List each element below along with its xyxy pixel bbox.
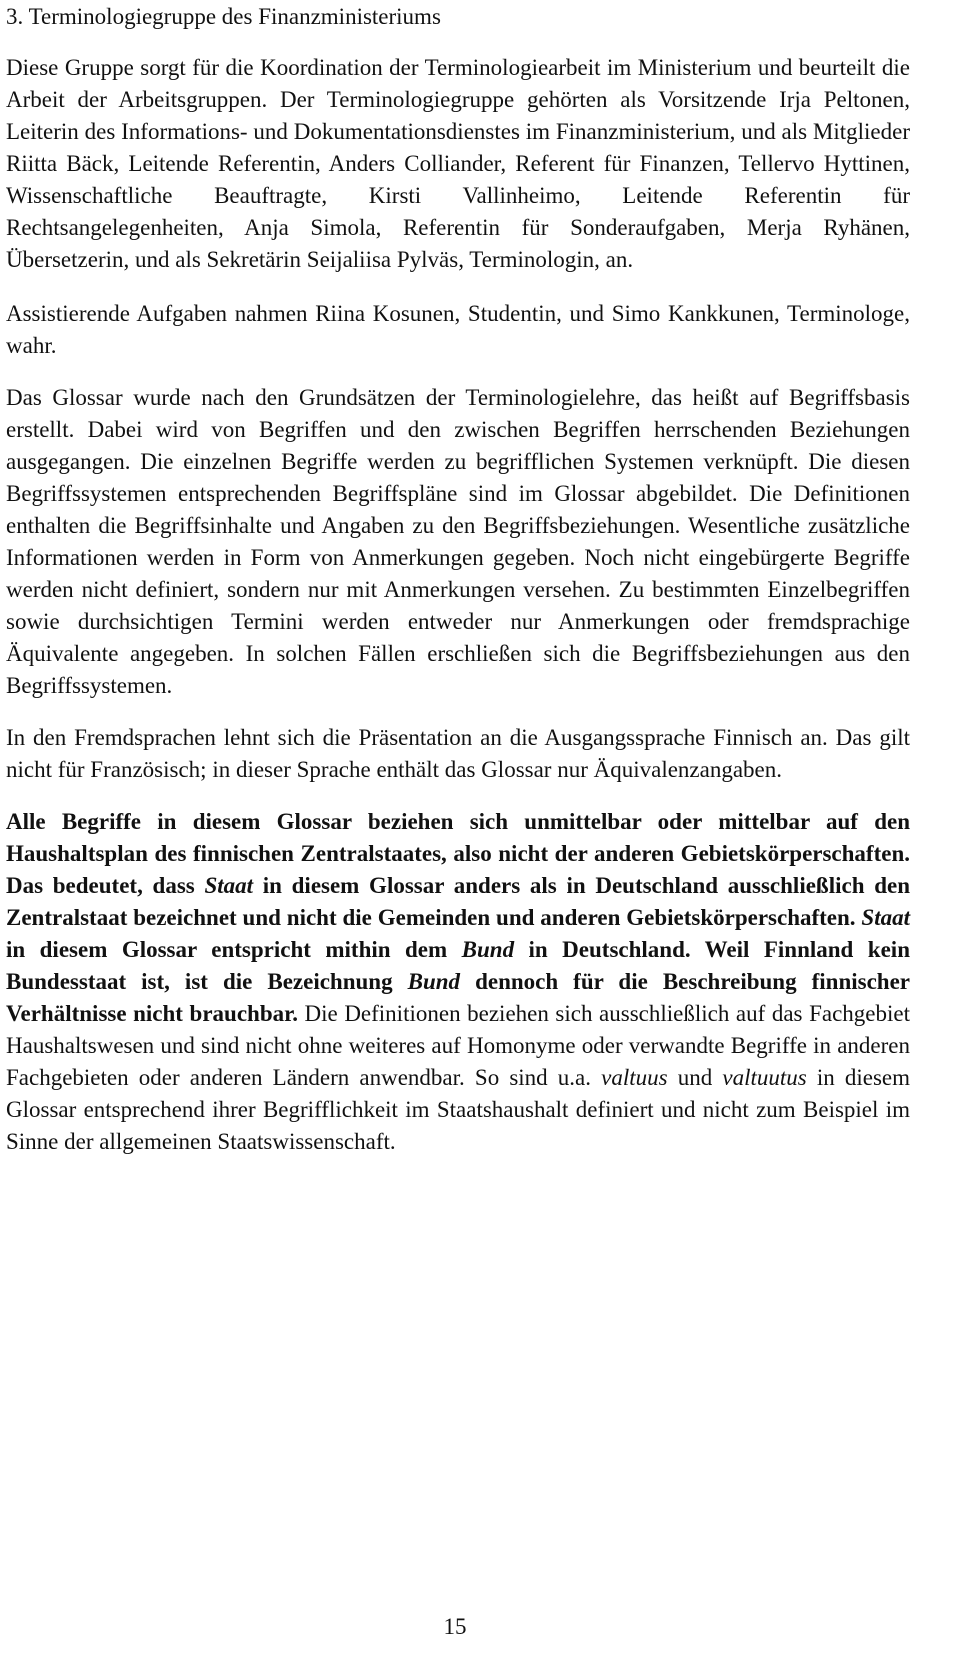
scope-bold-text-1: Alle Begriffe in diesem Glossar beziehen sich unmittelbar oder mittelbar auf den Haushaltsplan des finnischen Zentralstaates, also nicht der anderen Gebietskörperschaften. Das bedeutet, dass	[6, 809, 910, 898]
term-bund-2: Bund	[407, 969, 461, 994]
term-staat-2: Staat	[861, 905, 910, 930]
paragraph-scope	[6, 806, 910, 1158]
scope-normal-text-1: Die Definitionen beziehen sich ausschließlich auf das Fachgebiet Haushaltswesen und sind nicht ohne weiteres auf Homonyme oder verwandte Begriffe in anderen Fachgebieten oder anderen Ländern anwendbar. So sind u.a.	[6, 1001, 910, 1090]
page-number: 15	[443, 1614, 467, 1639]
paragraph-foreign-languages: In den Fremdsprachen lehnt sich die Präsentation an die Ausgangssprache Finnisch an. Das gilt nicht für Französisch; in dieser Sprache enthält das Glossar nur Äquivalenzangaben.	[6, 725, 910, 782]
scope-normal-text-3: in diesem Glossar entsprechend ihrer Begrifflichkeit im Staatshaushalt definiert und nicht zum Beispiel im Sinne der allgemeinen Staatswissenschaft.	[6, 1065, 910, 1154]
paragraph-terminology-group: Diese Gruppe sorgt für die Koordination der Terminologiearbeit im Ministerium und beurteilt die Arbeit der Arbeitsgruppen. Der Terminologiegruppe gehörten als Vorsitzende Irja Peltonen, Leiterin des Informations- und Dokumentationsdienstes im Finanzministerium, und als Mitglieder Riitta Bäck, Leitende Referentin, Anders Colliander, Referent für Finanzen, Tellervo Hyttinen, Wissenschaftliche Beauftragte, Kirsti Vallinheimo, Leitende Referentin für Rechtsangelegenheiten, Anja Simola, Referentin für Sonderaufgaben, Merja Ryhänen, Übersetzerin, und als Sekretärin Seijaliisa Pylväs, Terminologin, an.	[6, 55, 910, 272]
scope-bold-text-2: in diesem Glossar anders als in Deutschland ausschließlich den Zentralstaat bezeichnet und nicht die Gemeinden und anderen Gebietskörperschaften.	[6, 873, 910, 930]
paragraph-assistants: Assistierende Aufgaben nahmen Riina Kosunen, Studentin, und Simo Kankkunen, Terminologe, wahr.	[6, 301, 910, 358]
scope-normal-text-2: und	[667, 1065, 723, 1090]
scope-bold-text-3: in diesem Glossar entspricht mithin dem	[6, 937, 462, 962]
section-heading: 3. Terminologiegruppe des Finanzministeriums	[6, 4, 441, 29]
term-valtuutus: valtuutus	[722, 1065, 807, 1090]
term-staat-1: Staat	[204, 873, 254, 898]
term-bund-1: Bund	[461, 937, 515, 962]
scope-bold-text-4: in Deutschland. Weil Finnland kein Bundesstaat ist, ist die Bezeichnung	[6, 937, 910, 994]
scope-bold-text-5: dennoch für die Beschreibung finnischer Verhältnisse nicht brauchbar.	[6, 969, 911, 1026]
paragraph-glossary-method: Das Glossar wurde nach den Grundsätzen der Terminologielehre, das heißt auf Begriffsbasis erstellt. Dabei wird von Begriffen und den zwischen Begriffen herrschenden Beziehungen ausgegangen. Die einzelnen Begriffe werden zu begrifflichen Systemen verknüpft. Die diesen Begriffssystemen entsprechenden Begriffspläne sind im Glossar abgebildet. Die Definitionen enthalten die Begriffsinhalte und Angaben zu den Begriffsbeziehungen. Wesentliche zusätzliche Informationen werden in Form von Anmerkungen gegeben. Noch nicht eingebürgerte Begriffe werden nicht definiert, sondern nur mit Anmerkungen versehen. Zu bestimmten Einzelbegriffen sowie durchsichtigen Termini werden entweder nur Anmerkungen oder fremdsprachige Äquivalente angegeben. In solchen Fällen erschließen sich die Begriffsbeziehungen aus den Begriffssystemen.	[6, 385, 910, 698]
document-page	[6, 0, 910, 1158]
term-valtuus: valtuus	[601, 1065, 668, 1090]
